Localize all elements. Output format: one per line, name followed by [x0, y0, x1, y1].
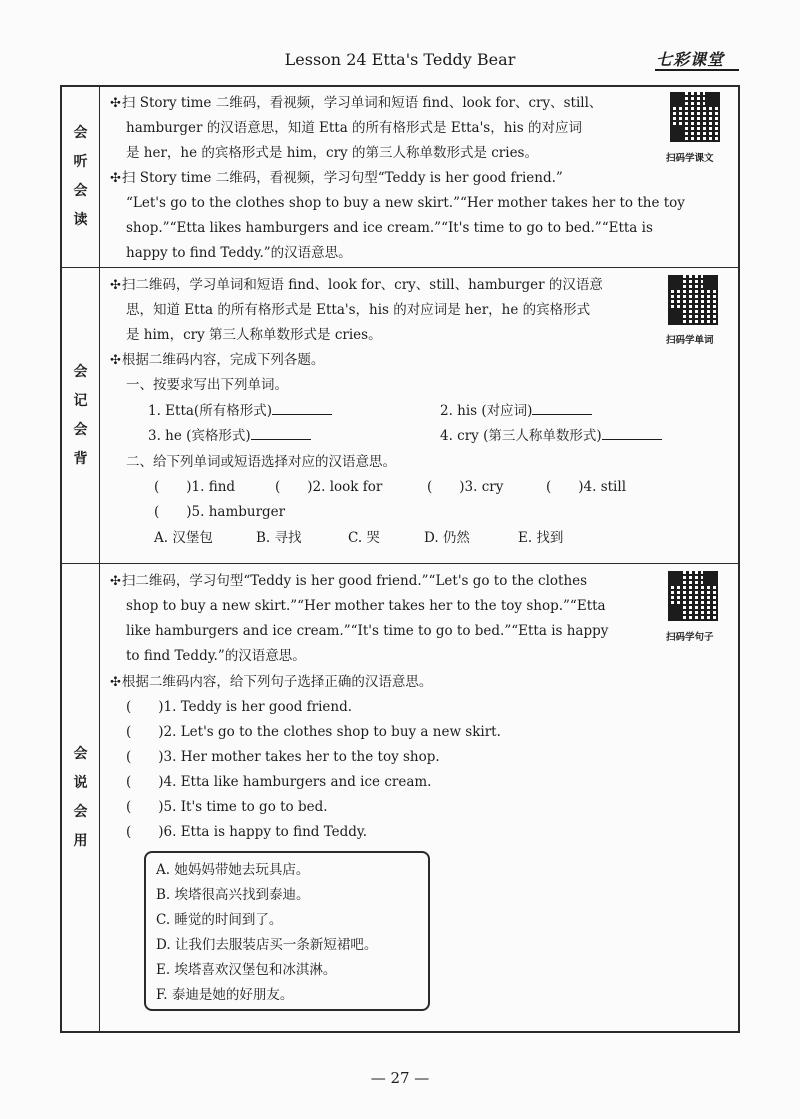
- fill-item: 4. cry (第三人称单数形式): [440, 424, 662, 450]
- text-line: shop to buy a new skirt.”“Her mother takes her to the toy shop.”“Etta: [126, 598, 606, 614]
- text-line: 是 him，cry 第三人称单数形式是 cries。: [126, 327, 382, 343]
- text-line: ✣扫 Story time 二维码，看视频，学习单词和短语 find、look for、cry、still、: [110, 95, 603, 111]
- section-speak-use: [62, 564, 738, 1031]
- qr-code-icon[interactable]: [670, 92, 720, 142]
- brand-logo: 七彩课堂: [656, 50, 725, 69]
- option-line: B. 埃塔很高兴找到泰迪。: [156, 887, 310, 903]
- text-line: hamburger 的汉语意思，知道 Etta 的所有格形式是 Etta's，his 的对应词: [126, 120, 582, 136]
- option-line: A. 她妈妈带她去玩具店。: [156, 862, 310, 878]
- star-bullet-icon: ✣: [110, 171, 121, 186]
- qr-caption: 扫码学课文: [666, 153, 714, 164]
- qr-caption: 扫码学单词: [666, 335, 714, 346]
- choice-item[interactable]: ( )2. look for: [275, 479, 383, 495]
- sentence-item[interactable]: ( )4. Etta like hamburgers and ice cream.: [126, 774, 432, 790]
- qr-code-icon[interactable]: [668, 571, 718, 621]
- star-bullet-icon: ✣: [110, 278, 121, 293]
- text-line: “Let's go to the clothes shop to buy a new skirt.”“Her mother takes her to the toy: [126, 195, 685, 211]
- option-label: D. 仍然: [424, 530, 470, 546]
- text-line: ✣扫二维码，学习句型“Teddy is her good friend.”“Let's go to the clothes: [110, 573, 588, 589]
- part-title: 一、按要求写出下列单词。: [126, 377, 288, 393]
- choice-item[interactable]: ( )5. hamburger: [154, 504, 286, 520]
- text-line: ✣根据二维码内容，给下列句子选择正确的汉语意思。: [110, 674, 433, 690]
- text-line: like hamburgers and ice cream.”“It's time to go to bed.”“Etta is happy: [126, 623, 609, 639]
- sentence-item[interactable]: ( )1. Teddy is her good friend.: [126, 699, 353, 715]
- sentence-item[interactable]: ( )2. Let's go to the clothes shop to buy a new skirt.: [126, 724, 501, 740]
- section-side-label: 会 记 会 背: [62, 268, 100, 563]
- section-content: [110, 87, 732, 267]
- star-bullet-icon: ✣: [110, 675, 121, 690]
- text-line: 思，知道 Etta 的所有格形式是 Etta's，his 的对应词是 her，he 的宾格形式: [126, 302, 591, 318]
- sentence-item[interactable]: ( )5. It's time to go to bed.: [126, 799, 328, 815]
- section-side-label: 会 听 会 读: [62, 87, 100, 267]
- answer-options-box: [144, 851, 430, 1011]
- text-line: ✣根据二维码内容，完成下列各题。: [110, 352, 325, 368]
- sentence-item[interactable]: ( )3. Her mother takes her to the toy shop.: [126, 749, 440, 765]
- option-line: E. 埃塔喜欢汉堡包和冰淇淋。: [156, 962, 337, 978]
- qr-code-icon[interactable]: [668, 275, 718, 325]
- option-label: A. 汉堡包: [154, 530, 213, 546]
- text-line: ✣扫 Story time 二维码，看视频，学习句型“Teddy is her good friend.”: [110, 170, 563, 186]
- text-line: happy to find Teddy.”的汉语意思。: [126, 245, 352, 261]
- part-title: 二、给下列单词或短语选择对应的汉语意思。: [126, 454, 396, 470]
- text-line: 是 her，he 的宾格形式是 him，cry 的第三人称单数形式是 cries。: [126, 145, 538, 161]
- option-line: D. 让我们去服装店买一条新短裙吧。: [156, 937, 378, 953]
- fill-item: 1. Etta(所有格形式): [148, 399, 332, 425]
- star-bullet-icon: ✣: [110, 574, 121, 589]
- star-bullet-icon: ✣: [110, 96, 121, 111]
- answer-blank[interactable]: [602, 425, 662, 440]
- choice-item[interactable]: ( )4. still: [546, 479, 627, 495]
- page-title: Lesson 24 Etta's Teddy Bear: [284, 50, 516, 69]
- qr-caption: 扫码学句子: [666, 632, 714, 643]
- answer-blank[interactable]: [251, 425, 311, 440]
- option-label: E. 找到: [518, 530, 564, 546]
- answer-blank[interactable]: [532, 400, 592, 415]
- section-side-label: 会 说 会 用: [62, 564, 100, 1031]
- text-line: ✣扫二维码，学习单词和短语 find、look for、cry、still、hamburger 的汉语意: [110, 277, 603, 293]
- brand-underline: [655, 69, 739, 71]
- sentence-item[interactable]: ( )6. Etta is happy to find Teddy.: [126, 824, 368, 840]
- section-content: [110, 268, 732, 563]
- option-label: B. 寻找: [256, 530, 302, 546]
- option-line: F. 泰迪是她的好朋友。: [156, 987, 294, 1003]
- worksheet-frame: [60, 85, 740, 1033]
- page-number: — 27 —: [370, 1069, 430, 1087]
- section-listen-read: [62, 87, 738, 268]
- choice-item[interactable]: ( )1. find: [154, 479, 236, 495]
- choice-item[interactable]: ( )3. cry: [427, 479, 504, 495]
- answer-blank[interactable]: [272, 400, 332, 415]
- section-memorize-recite: [62, 268, 738, 564]
- text-line: to find Teddy.”的汉语意思。: [126, 648, 306, 664]
- option-line: C. 睡觉的时间到了。: [156, 912, 283, 928]
- star-bullet-icon: ✣: [110, 353, 121, 368]
- fill-item: 2. his (对应词): [440, 399, 592, 425]
- text-line: shop.”“Etta likes hamburgers and ice cream.”“It's time to go to bed.”“Etta is: [126, 220, 653, 236]
- fill-item: 3. he (宾格形式): [148, 424, 311, 450]
- option-label: C. 哭: [348, 530, 380, 546]
